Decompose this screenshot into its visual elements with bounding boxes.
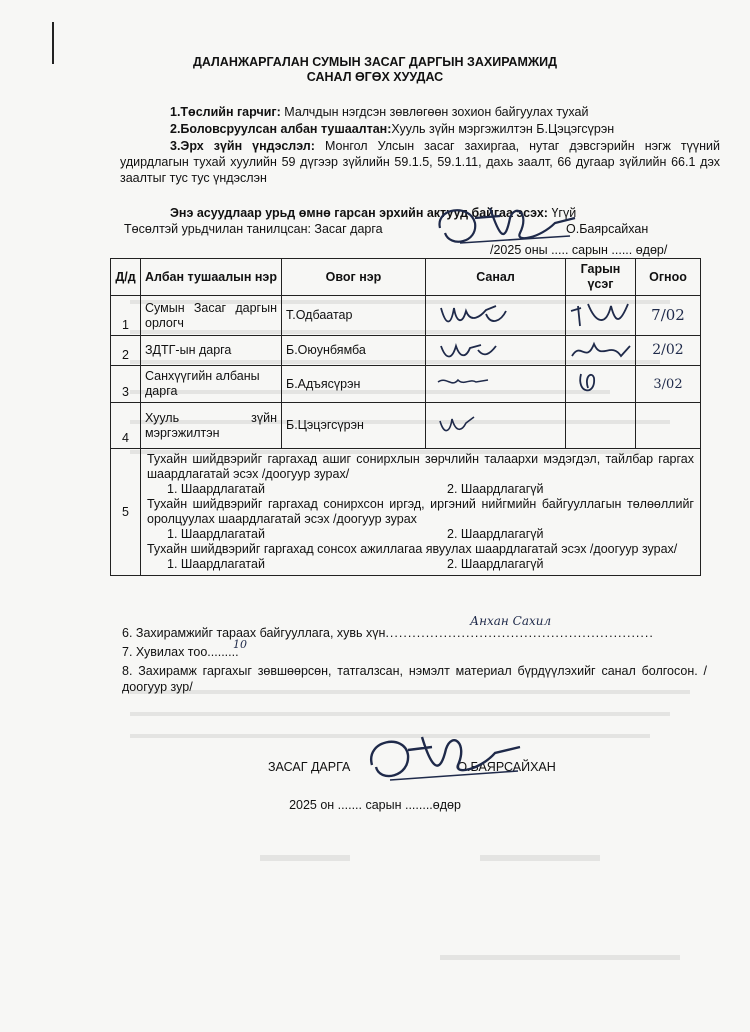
row-signature xyxy=(566,366,636,403)
signature-scribble xyxy=(566,296,634,334)
opinion-handwriting xyxy=(426,296,546,332)
signoff-date: 2025 он ....... сарын ........өдөр xyxy=(289,798,461,812)
approval-table xyxy=(110,258,701,576)
prior-acts-label: Энэ асуудлаар урьд өмнө гарсан эрхийн актууд байгаа эсэх: xyxy=(170,206,548,220)
row-date xyxy=(636,403,701,449)
opinion-handwriting xyxy=(426,403,546,445)
option-not-required[interactable]: 2. Шаардлагагүй xyxy=(447,557,544,571)
author-label: 2.Боловсруулсан албан тушаалтан: xyxy=(170,122,392,136)
table-row-disclosure xyxy=(111,449,701,576)
signature-scribble xyxy=(566,336,634,366)
opinion-handwriting xyxy=(426,366,546,400)
project-title-label: 1.Төслийн гарчиг: xyxy=(170,105,281,119)
col-header-opinion: Санал xyxy=(426,259,566,296)
row-opinion xyxy=(426,403,566,449)
row-position: Сумын Засаг даргын орлогч xyxy=(141,296,282,336)
copies-line xyxy=(122,644,707,660)
row-opinion xyxy=(426,296,566,336)
col-header-signature: Гарын үсэг xyxy=(566,259,636,296)
option-required[interactable]: 1. Шаардлагатай xyxy=(167,557,265,571)
col-header-position: Албан тушаалын нэр xyxy=(141,259,282,296)
document-subtitle: САНАЛ ӨГӨХ ХУУДАС xyxy=(306,70,444,84)
row-opinion xyxy=(426,336,566,366)
disclosure-questions xyxy=(141,449,701,576)
question-conflict-of-interest: Тухайн шийдвэрийг гаргахад ашиг сонирхлын зөрчлийн талаархи мэдэгдэл, тайлбар гаргах шаардлагатай эсэх /доогуур зурах/ xyxy=(147,452,694,481)
question-public-participation: Тухайн шийдвэрийг гаргахад сонирхсон иргэд, иргэний нийгмийн байгууллагын төлөөллийг оролцуулах шаардлагатай эсэх /доогуур зурах xyxy=(147,497,694,526)
row-signature xyxy=(566,403,636,449)
author-line xyxy=(170,121,614,137)
option-not-required[interactable]: 2. Шаардлагагүй xyxy=(447,527,544,541)
row-num: 1 xyxy=(111,296,141,336)
col-header-date: Огноо xyxy=(636,259,701,296)
row-num: 2 xyxy=(111,336,141,366)
distribution-label: 6. Захирамжийг тараах байгууллага, хувь хүн xyxy=(122,626,386,640)
opinion-handwriting xyxy=(426,336,546,364)
option-required[interactable]: 1. Шаардлагатай xyxy=(167,527,265,541)
date-line: /2025 оны ..... сарын ...... өдөр/ xyxy=(490,243,668,257)
row-position: Хууль зүйн мэргэжилтэн xyxy=(141,403,282,449)
question-hearing: Тухайн шийдвэрийг гаргахад сонсох ажиллагаа явуулах шаардлагатай эсэх /доогуур зурах/ xyxy=(147,542,678,556)
row-date: 3/02 xyxy=(636,366,701,403)
recommendation-line: 8. Захирамж гаргахыг зөвшөөрсөн, татгалзсан, нэмэлт материал бүрдүүлэхийг санал болгосон. /доогуур зур/ xyxy=(122,664,707,694)
reviewed-by-label: Төсөлтэй урьдчилан танилцсан: Засаг дарга xyxy=(124,222,383,236)
legal-basis-value: Монгол Улсын засаг захиргаа, нутаг дэвсгэрийн нэгж түүний удирдлагын тухай хуулийн 59 дүгээр зүйлийн 59.1.5, 59.1.11, дахь заалт, 66 дугаар зүйлийн 66.1 дэх заалтыг тус тус үндэслэн xyxy=(120,139,720,185)
table-row xyxy=(111,366,701,403)
distribution-dots: ............................................................ xyxy=(385,626,654,640)
governor-title: ЗАСАГ ДАРГА xyxy=(268,760,351,774)
row-name: Б.Оюунбямба xyxy=(282,336,426,366)
author-value: Хууль зүйн мэргэжилтэн Б.Цэцэгсүрэн xyxy=(391,122,615,136)
col-header-num: Д/д xyxy=(111,259,141,296)
document-title: ДАЛАНЖАРГАЛАН СУМЫН ЗАСАГ ДАРГЫН ЗАХИРАМЖИД xyxy=(192,55,558,69)
row-name: Б.Цэцэгсүрэн xyxy=(282,403,426,449)
row-date: 2/02 xyxy=(636,336,701,366)
reviewed-by-name: О.Баярсайхан xyxy=(566,222,649,236)
row-name: Т.Одбаатар xyxy=(282,296,426,336)
row-opinion xyxy=(426,366,566,403)
table-row xyxy=(111,403,701,449)
prior-acts-value: Үгүй xyxy=(551,206,577,220)
row-num: 3 xyxy=(111,366,141,403)
row-num: 4 xyxy=(111,403,141,449)
row-date: 7/02 xyxy=(636,296,701,336)
governor-signature-bottom xyxy=(360,725,530,790)
distribution-line xyxy=(122,625,707,641)
col-header-name: Овог нэр xyxy=(282,259,426,296)
governor-name: О.БАЯРСАЙХАН xyxy=(457,760,556,774)
legal-basis xyxy=(120,138,720,186)
legal-basis-label: 3.Эрх зүйн үндэслэл: xyxy=(170,139,315,153)
row-signature xyxy=(566,336,636,366)
copies-handwritten: 10 xyxy=(233,638,247,651)
option-row xyxy=(147,527,694,542)
row-position: ЗДТГ-ын дарга xyxy=(141,336,282,366)
signature-scribble xyxy=(566,366,634,402)
option-required[interactable]: 1. Шаардлагатай xyxy=(167,482,265,496)
distribution-handwritten: Анхан Сахил xyxy=(470,614,552,628)
project-title-line xyxy=(170,104,588,120)
option-row xyxy=(147,482,694,497)
table-header-row xyxy=(111,259,701,296)
option-not-required[interactable]: 2. Шаардлагагүй xyxy=(447,482,544,496)
row-name: Б.Адъясүрэн xyxy=(282,366,426,403)
row-num: 5 xyxy=(111,449,141,576)
row-position: Санхүүгийн албаны дарга xyxy=(141,366,282,403)
row-signature xyxy=(566,296,636,336)
table-row xyxy=(111,296,701,336)
project-title-value: Малчдын нэгдсэн зөвлөгөөн зохион байгуулах тухай xyxy=(284,105,589,119)
table-row xyxy=(111,336,701,366)
option-row xyxy=(147,557,694,572)
copies-label: 7. Хувилах тоо xyxy=(122,645,208,659)
copies-dots: ......... xyxy=(207,645,239,659)
